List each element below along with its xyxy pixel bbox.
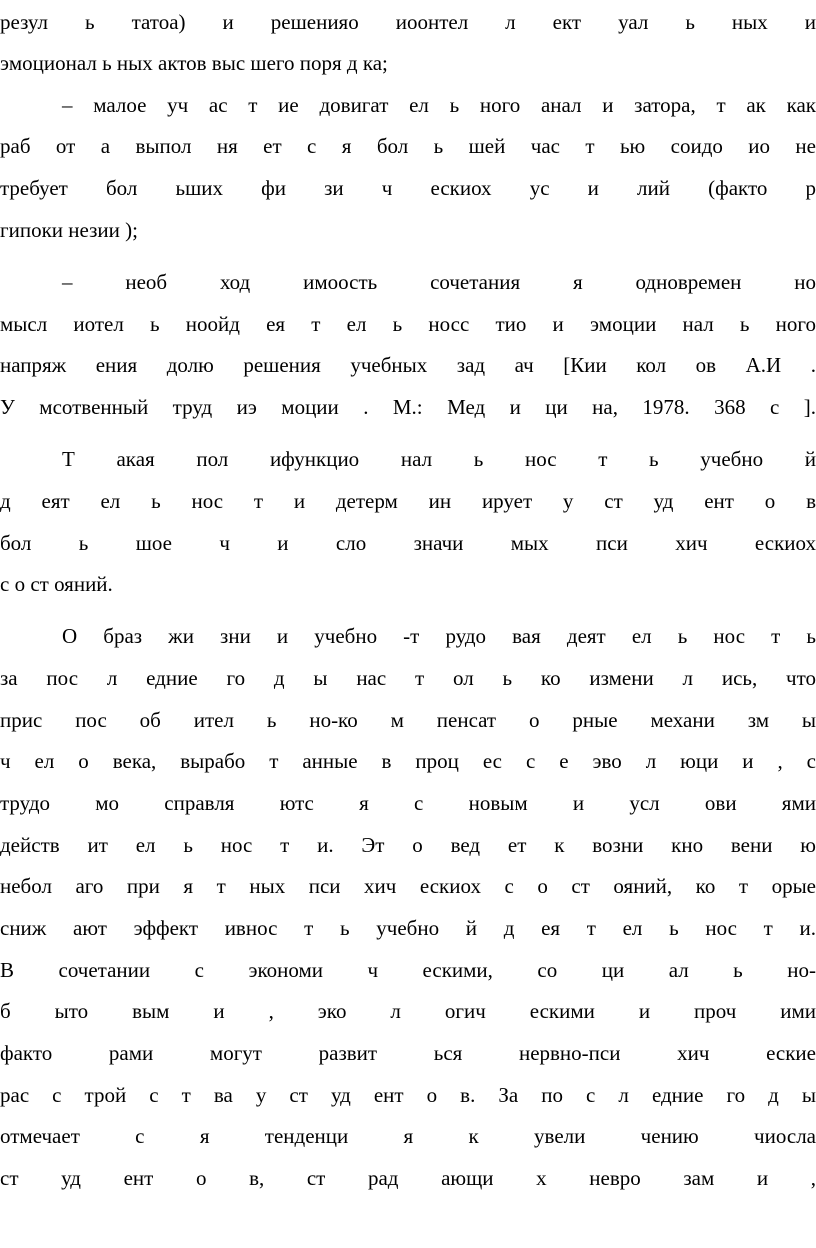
text-line-22: сниж ают эффект ивнос т ь учебно й д ея т ел ь нос т и. bbox=[0, 916, 816, 940]
text-line-16: за пос л едние го д ы нас т ол ь ко измени л ись, что bbox=[0, 666, 816, 690]
text-line-4: раб от а выпол ня ет с я бол ь шей час т ью соидо ио не bbox=[0, 134, 816, 158]
text-line-25: факто рами могут развит ься нервно-пси хич еские bbox=[0, 1041, 816, 1065]
text-line-27: отмечает с я тенденци я к увели чению чиосла bbox=[0, 1124, 816, 1148]
text-line-10: У мсотвенный труд иэ моции . М.: Мед и ци на, 1978. 368 с ]. bbox=[0, 395, 816, 419]
text-line-17: прис пос об ител ь но-ко м пенсат о рные механи зм ы bbox=[0, 708, 816, 732]
text-line-26: рас с трой с т ва у ст уд ент о в. За по с л едние го д ы bbox=[0, 1083, 816, 1107]
text-line-11: Т акая пол ифункцио нал ь нос т ь учебно й bbox=[62, 447, 816, 471]
text-line-21: небол аго при я т ных пси хич ескиох с о ст ояний, ко т орые bbox=[0, 874, 816, 898]
text-line-15: О браз жи зни и учебно -т рудо вая деят ел ь нос т ь bbox=[62, 624, 816, 648]
text-line-5: требует бол ьших фи зи ч ескиох ус и лий (факто р bbox=[0, 176, 816, 200]
text-line-7: – необ ход имоость сочетания я одновремен но bbox=[62, 270, 816, 294]
text-line-13: бол ь шое ч и сло значи мых пси хич ескиох bbox=[0, 531, 816, 555]
text-line-19: трудо мо справля ютс я с новым и усл ови ями bbox=[0, 791, 816, 815]
text-line-3: – малое уч ас т ие довигат ел ь ного анал и затора, т ак как bbox=[62, 93, 816, 117]
text-line-23: В сочетании с экономи ч ескими, со ци ал ь но- bbox=[0, 958, 816, 982]
text-line-20: действ ит ел ь нос т и. Эт о вед ет к возни кно вени ю bbox=[0, 833, 816, 857]
text-line-14: с о ст ояний. bbox=[0, 572, 113, 596]
text-line-1: резул ь татоа) и решенияо иоонтел л ект уал ь ных и bbox=[0, 10, 816, 34]
text-line-28: ст уд ент о в, ст рад ающи х невро зам и , bbox=[0, 1166, 816, 1190]
text-line-18: ч ел о века, вырабо т анные в проц ес с е эво л юци и , с bbox=[0, 749, 816, 773]
text-line-12: д еят ел ь нос т и детерм ин ирует у ст уд ент о в bbox=[0, 489, 816, 513]
text-line-24: б ыто вым и , эко л огич ескими и проч ими bbox=[0, 999, 816, 1023]
text-line-8: мысл иотел ь ноойд ея т ел ь носс тио и эмоции нал ь ного bbox=[0, 312, 816, 336]
text-line-9: напряж ения долю решения учебных зад ач [Кии кол ов А.И . bbox=[0, 353, 816, 377]
text-line-2: эмоционал ь ных актов выс шего поря д ка; bbox=[0, 51, 388, 75]
text-line-6: гипоки незии ); bbox=[0, 218, 138, 242]
